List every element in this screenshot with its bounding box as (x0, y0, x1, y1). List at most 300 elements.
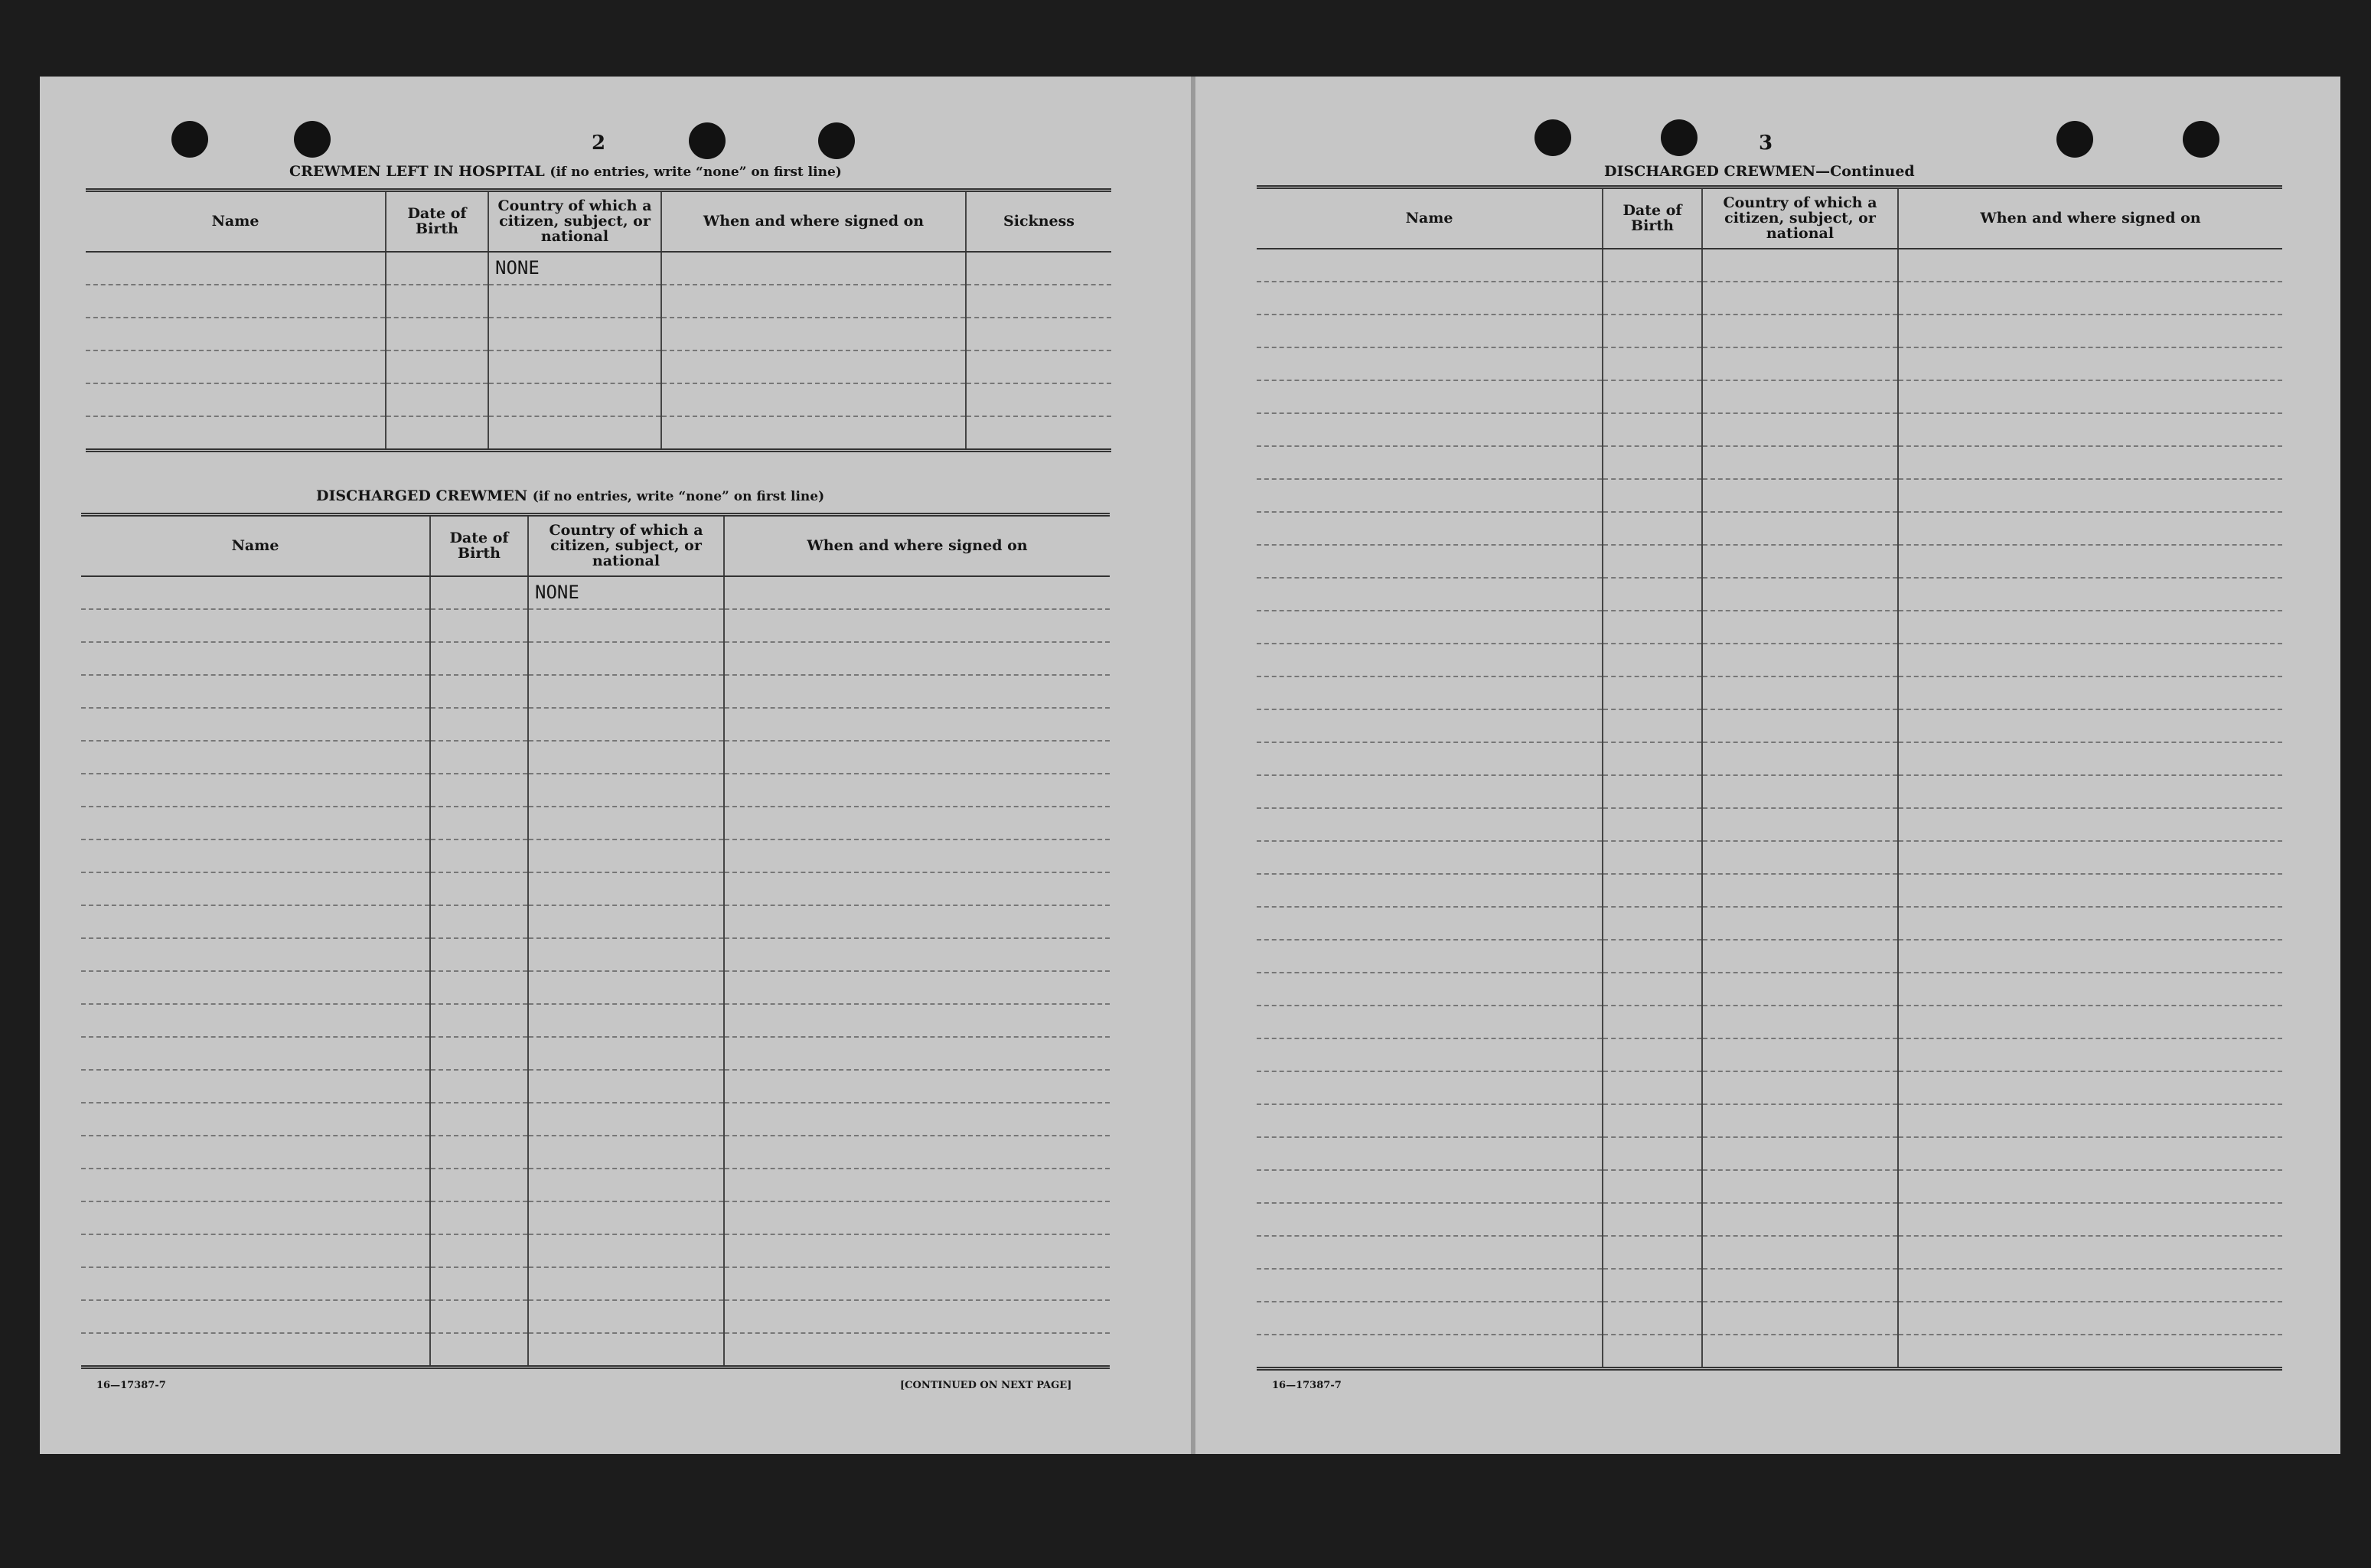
table-cell (1603, 578, 1702, 611)
table-cell (724, 1070, 1110, 1103)
table-cell (1257, 1170, 1603, 1203)
table-cell (661, 252, 966, 285)
table-cell (528, 1201, 724, 1234)
table-cell (430, 1201, 528, 1234)
table-cell (1603, 1170, 1702, 1203)
discharged-row (81, 708, 1110, 741)
table-cell (661, 318, 966, 350)
table-cell (1702, 1203, 1898, 1236)
table-cell (81, 642, 430, 675)
table-cell (1898, 249, 2282, 282)
table-cell (1603, 775, 1702, 808)
discharged-continued-row (1257, 1137, 2282, 1170)
table-cell (430, 807, 528, 839)
table-cell (81, 938, 430, 971)
table-cell (1898, 676, 2282, 709)
discharged-continued-row (1257, 644, 2282, 676)
punch-hole (294, 121, 331, 158)
form-number-right: 16—17387-7 (1272, 1380, 1342, 1391)
punch-hole (2056, 121, 2093, 158)
table-cell (1257, 874, 1603, 907)
table-cell (1603, 249, 1702, 282)
table-cell (724, 708, 1110, 741)
discharged-note: (if no entries, write “none” on first line) (532, 489, 825, 504)
table-cell (724, 1037, 1110, 1070)
table-cell (430, 1300, 528, 1333)
table-cell (86, 383, 386, 416)
table-cell (966, 252, 1111, 285)
table-cell (81, 708, 430, 741)
table-cell (1257, 808, 1603, 841)
table-cell (528, 1070, 724, 1103)
discharged-row (81, 1004, 1110, 1037)
table-cell (724, 1201, 1110, 1234)
discharged-row (81, 1103, 1110, 1136)
col-header-signed-on: When and where signed on (724, 515, 1110, 576)
table-cell (1702, 413, 1898, 446)
hospital-table (86, 188, 1111, 452)
hospital-row (86, 252, 1111, 285)
discharged-continued-row (1257, 1335, 2282, 1369)
table-cell (1257, 1203, 1603, 1236)
table-cell (430, 1136, 528, 1169)
table-cell (1898, 1203, 2282, 1236)
discharged-row (81, 774, 1110, 807)
table-cell (1603, 1038, 1702, 1071)
discharged-continued-row (1257, 512, 2282, 545)
table-cell (724, 1234, 1110, 1267)
table-cell (81, 839, 430, 872)
table-cell (724, 872, 1110, 905)
table-cell (1702, 1006, 1898, 1038)
table-cell (488, 350, 661, 383)
table-cell (1257, 742, 1603, 775)
table-cell (1898, 479, 2282, 512)
table-cell (1898, 709, 2282, 742)
table-cell (1702, 907, 1898, 940)
table-cell (1603, 644, 1702, 676)
table-cell (1898, 347, 2282, 380)
table-cell (1603, 940, 1702, 973)
table-cell (81, 1300, 430, 1333)
table-cell (724, 675, 1110, 708)
discharged-row (81, 905, 1110, 938)
table-cell (430, 938, 528, 971)
table-cell (81, 1103, 430, 1136)
table-cell (1702, 249, 1898, 282)
discharged-row (81, 1333, 1110, 1368)
table-cell: NONE (528, 576, 724, 609)
table-cell (724, 971, 1110, 1004)
table-cell (1702, 1335, 1898, 1369)
table-cell (661, 285, 966, 318)
table-cell (386, 285, 488, 318)
discharged-continued-row (1257, 973, 2282, 1006)
discharged-continued-title: DISCHARGED CREWMEN—Continued (1604, 163, 1915, 180)
table-cell (386, 252, 488, 285)
table-cell (1702, 1269, 1898, 1302)
table-cell (1257, 1071, 1603, 1104)
table-cell (1898, 315, 2282, 347)
table-cell (528, 905, 724, 938)
col-header-country: Country of which a citizen, subject, or national (528, 515, 724, 576)
discharged-row (81, 576, 1110, 609)
table-cell (1603, 315, 1702, 347)
table-cell (1603, 512, 1702, 545)
table-cell (1257, 1006, 1603, 1038)
table-cell (1257, 578, 1603, 611)
table-cell: NONE (488, 252, 661, 285)
col-header-dob: Date of Birth (1603, 187, 1702, 249)
discharged-row (81, 1070, 1110, 1103)
table-cell (1603, 1302, 1702, 1335)
table-cell (528, 1300, 724, 1333)
table-cell (528, 609, 724, 642)
table-cell (81, 1037, 430, 1070)
table-cell (1603, 479, 1702, 512)
hospital-title: CREWMEN LEFT IN HOSPITAL (289, 163, 545, 180)
table-cell (1603, 413, 1702, 446)
form-number-left: 16—17387-7 (96, 1380, 166, 1391)
table-cell (1898, 1038, 2282, 1071)
discharged-continued-row (1257, 874, 2282, 907)
table-cell (81, 1333, 430, 1368)
table-cell (528, 971, 724, 1004)
discharged-row (81, 741, 1110, 774)
table-cell (966, 350, 1111, 383)
table-cell (966, 416, 1111, 451)
table-cell (724, 938, 1110, 971)
table-cell (430, 1037, 528, 1070)
table-cell (1702, 1302, 1898, 1335)
table-cell (386, 318, 488, 350)
table-cell (528, 938, 724, 971)
table-cell (528, 1136, 724, 1169)
table-cell (1898, 644, 2282, 676)
table-cell (528, 1169, 724, 1201)
table-cell (1257, 479, 1603, 512)
table-cell (661, 383, 966, 416)
table-cell (1702, 446, 1898, 479)
table-cell (1702, 709, 1898, 742)
discharged-row (81, 1169, 1110, 1201)
hospital-row (86, 285, 1111, 318)
table-cell (81, 1070, 430, 1103)
discharged-continued-row (1257, 709, 2282, 742)
table-cell (724, 609, 1110, 642)
table-cell (661, 350, 966, 383)
table-cell (1257, 315, 1603, 347)
table-cell (1702, 1170, 1898, 1203)
discharged-row (81, 872, 1110, 905)
table-cell (1257, 940, 1603, 973)
table-cell (1898, 545, 2282, 578)
table-cell (1702, 1104, 1898, 1137)
table-cell (724, 576, 1110, 609)
table-cell (1898, 874, 2282, 907)
discharged-row (81, 1234, 1110, 1267)
table-cell (1702, 1038, 1898, 1071)
col-header-dob: Date of Birth (430, 515, 528, 576)
discharged-continued-row (1257, 1104, 2282, 1137)
table-cell (430, 1103, 528, 1136)
table-cell (81, 1136, 430, 1169)
table-cell (430, 609, 528, 642)
table-cell (1603, 841, 1702, 874)
table-cell (724, 642, 1110, 675)
table-cell (528, 1234, 724, 1267)
table-cell (1603, 282, 1702, 315)
table-cell (1603, 1006, 1702, 1038)
table-cell (1702, 611, 1898, 644)
table-cell (1702, 841, 1898, 874)
table-cell (1603, 1071, 1702, 1104)
discharged-continued-row (1257, 413, 2282, 446)
table-cell (488, 318, 661, 350)
punch-hole (818, 122, 855, 159)
table-cell (86, 416, 386, 451)
table-cell (1603, 347, 1702, 380)
discharged-continued-row (1257, 545, 2282, 578)
col-header-name: Name (1257, 187, 1603, 249)
col-header-signed-on: When and where signed on (1898, 187, 2282, 249)
discharged-continued-table (1257, 185, 2282, 1371)
table-cell (528, 839, 724, 872)
table-cell (1702, 578, 1898, 611)
table-cell (724, 1004, 1110, 1037)
table-cell (1603, 907, 1702, 940)
punch-hole (171, 121, 208, 158)
table-cell (724, 839, 1110, 872)
discharged-row (81, 1300, 1110, 1333)
table-cell (1898, 1170, 2282, 1203)
table-cell (1898, 413, 2282, 446)
table-cell (1257, 1302, 1603, 1335)
table-cell (1898, 775, 2282, 808)
table-cell (724, 1103, 1110, 1136)
discharged-section-title (316, 487, 824, 504)
table-cell (1603, 446, 1702, 479)
table-cell (86, 285, 386, 318)
col-header-name: Name (81, 515, 430, 576)
table-cell (724, 807, 1110, 839)
table-cell (81, 1169, 430, 1201)
table-cell (1898, 512, 2282, 545)
table-cell (430, 774, 528, 807)
table-cell (488, 416, 661, 451)
table-cell (81, 609, 430, 642)
table-cell (430, 1234, 528, 1267)
table-cell (1702, 315, 1898, 347)
discharged-continued-row (1257, 676, 2282, 709)
discharged-continued-row (1257, 578, 2282, 611)
table-cell (430, 1169, 528, 1201)
table-cell (1702, 874, 1898, 907)
table-cell (81, 971, 430, 1004)
table-cell (1898, 282, 2282, 315)
table-cell (1603, 545, 1702, 578)
table-cell (386, 350, 488, 383)
table-cell (386, 383, 488, 416)
discharged-continued-row (1257, 1170, 2282, 1203)
table-cell (724, 1300, 1110, 1333)
page-number-left: 2 (592, 132, 606, 155)
punch-hole (689, 122, 726, 159)
table-cell (81, 1234, 430, 1267)
punch-hole (1534, 119, 1571, 156)
table-cell (430, 1333, 528, 1368)
table-cell (1257, 347, 1603, 380)
table-cell (430, 905, 528, 938)
punch-hole (1661, 119, 1698, 156)
table-cell (386, 416, 488, 451)
table-cell (1898, 808, 2282, 841)
table-cell (528, 872, 724, 905)
col-header-name: Name (86, 191, 386, 252)
table-cell (430, 971, 528, 1004)
discharged-continued-row (1257, 1269, 2282, 1302)
table-cell (1898, 940, 2282, 973)
table-cell (1898, 1269, 2282, 1302)
table-cell (1257, 1104, 1603, 1137)
discharged-row (81, 1037, 1110, 1070)
table-cell (81, 807, 430, 839)
table-cell (1257, 413, 1603, 446)
table-cell (1257, 1335, 1603, 1369)
table-cell (1702, 282, 1898, 315)
discharged-continued-row (1257, 1236, 2282, 1269)
table-cell (1603, 1236, 1702, 1269)
discharged-continued-row (1257, 808, 2282, 841)
table-cell (81, 1201, 430, 1234)
table-cell (528, 774, 724, 807)
discharged-continued-row (1257, 1071, 2282, 1104)
col-header-country: Country of which a citizen, subject, or national (488, 191, 661, 252)
discharged-continued-row (1257, 775, 2282, 808)
col-header-dob: Date of Birth (386, 191, 488, 252)
discharged-continued-row (1257, 347, 2282, 380)
table-cell (1702, 808, 1898, 841)
table-cell (1257, 446, 1603, 479)
hospital-note: (if no entries, write “none” on first line) (550, 165, 842, 180)
table-cell (1702, 347, 1898, 380)
table-cell (1257, 709, 1603, 742)
table-cell (1603, 709, 1702, 742)
table-cell (1702, 479, 1898, 512)
table-cell (1603, 1137, 1702, 1170)
table-cell (430, 1004, 528, 1037)
table-cell (1257, 841, 1603, 874)
table-cell (430, 872, 528, 905)
table-cell (1257, 1236, 1603, 1269)
table-cell (724, 1169, 1110, 1201)
discharged-continued-row (1257, 841, 2282, 874)
table-cell (1898, 1302, 2282, 1335)
table-cell (1898, 380, 2282, 413)
col-header-country: Country of which a citizen, subject, or national (1702, 187, 1898, 249)
discharged-continued-row (1257, 446, 2282, 479)
table-cell (430, 675, 528, 708)
table-cell (430, 1267, 528, 1300)
table-cell (1702, 380, 1898, 413)
hospital-section-title (289, 163, 842, 180)
table-cell (966, 318, 1111, 350)
table-cell (528, 1037, 724, 1070)
table-cell (1603, 1269, 1702, 1302)
table-cell (1603, 1335, 1702, 1369)
table-cell (1257, 545, 1603, 578)
table-cell (528, 741, 724, 774)
table-cell (1257, 380, 1603, 413)
hospital-row (86, 318, 1111, 350)
table-cell (966, 285, 1111, 318)
table-cell (724, 1333, 1110, 1368)
table-cell (430, 741, 528, 774)
hospital-row (86, 350, 1111, 383)
table-cell (1898, 578, 2282, 611)
discharged-row (81, 807, 1110, 839)
table-cell (1257, 611, 1603, 644)
discharged-table (81, 513, 1110, 1369)
table-cell (81, 741, 430, 774)
table-cell (1257, 644, 1603, 676)
table-cell (430, 839, 528, 872)
discharged-continued-row (1257, 940, 2282, 973)
discharged-row (81, 938, 1110, 971)
discharged-continued-row (1257, 1006, 2282, 1038)
table-cell (1702, 676, 1898, 709)
table-cell (430, 642, 528, 675)
table-cell (1898, 1137, 2282, 1170)
table-cell (86, 318, 386, 350)
table-cell (966, 383, 1111, 416)
table-cell (1257, 512, 1603, 545)
table-cell (1603, 874, 1702, 907)
col-header-sickness: Sickness (966, 191, 1111, 252)
table-cell (1603, 1104, 1702, 1137)
table-cell (528, 642, 724, 675)
discharged-continued-row (1257, 380, 2282, 413)
table-cell (1898, 973, 2282, 1006)
discharged-row (81, 1201, 1110, 1234)
table-cell (81, 1267, 430, 1300)
table-cell (724, 1267, 1110, 1300)
table-cell (1603, 611, 1702, 644)
table-cell (81, 576, 430, 609)
discharged-continued-row (1257, 1302, 2282, 1335)
table-cell (1702, 1236, 1898, 1269)
table-cell (528, 675, 724, 708)
discharged-continued-row (1257, 479, 2282, 512)
table-cell (528, 807, 724, 839)
table-cell (1702, 742, 1898, 775)
table-cell (528, 1004, 724, 1037)
continued-note: [CONTINUED ON NEXT PAGE] (900, 1380, 1072, 1391)
table-cell (724, 905, 1110, 938)
table-cell (528, 1103, 724, 1136)
table-cell (1257, 907, 1603, 940)
table-cell (1257, 249, 1603, 282)
hospital-row (86, 383, 1111, 416)
table-cell (1898, 907, 2282, 940)
table-cell (81, 872, 430, 905)
table-cell (1898, 1071, 2282, 1104)
table-cell (1603, 1203, 1702, 1236)
table-cell (1702, 512, 1898, 545)
table-cell (1702, 973, 1898, 1006)
table-cell (528, 1333, 724, 1368)
table-cell (81, 1004, 430, 1037)
